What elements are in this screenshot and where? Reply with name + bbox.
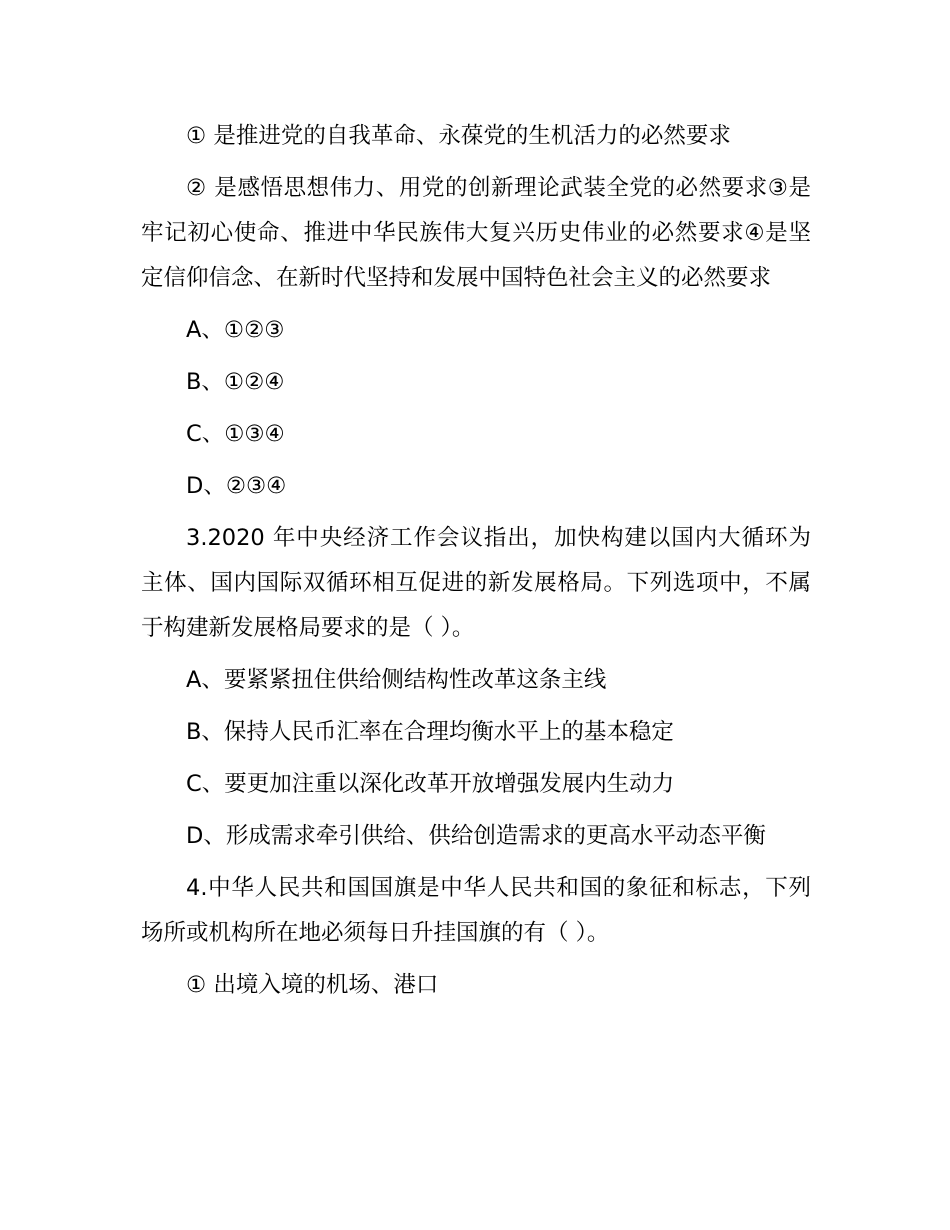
question-3-option-b: B、保持人民币汇率在合理均衡水平上的基本稳定 [186,719,674,745]
question-4-statement-1: ① 出境入境的机场、港口 [186,972,439,998]
question-3-option-d: D、形成需求牵引供给、供给创造需求的更高水平动态平衡 [186,823,766,849]
document-body [141,114,811,1015]
option-c: C、①③④ [186,421,285,447]
option-b: B、①②④ [186,369,285,395]
question-3-option-c: C、要更加注重以深化改革开放增强发展内生动力 [186,771,675,797]
option-a: A、①②③ [186,317,285,343]
statement-1: ① 是推进党的自我革命、永葆党的生机活力的必然要求 [186,123,731,149]
statement-2-3-4: ② 是感悟思想伟力、用党的创新理论武装全党的必然要求③是牢记初心使命、推进中华民族伟大复兴历史伟业的必然要求④是坚定信仰信念、在新时代坚持和发展中国特色社会主义的必然要求 [141,175,811,291]
option-d: D、②③④ [186,473,287,499]
question-4: 4.中华人民共和国国旗是中华人民共和国的象征和标志，下列场所或机构所在地必须每日升挂国旗的有（ ）。 [141,875,811,946]
question-3-option-a: A、要紧紧扭住供给侧结构性改革这条主线 [186,667,607,693]
question-3: 3.2020 年中央经济工作会议指出，加快构建以国内大循环为主体、国内国际双循环相互促进的新发展格局。下列选项中，不属于构建新发展格局要求的是（ ）。 [141,525,811,641]
